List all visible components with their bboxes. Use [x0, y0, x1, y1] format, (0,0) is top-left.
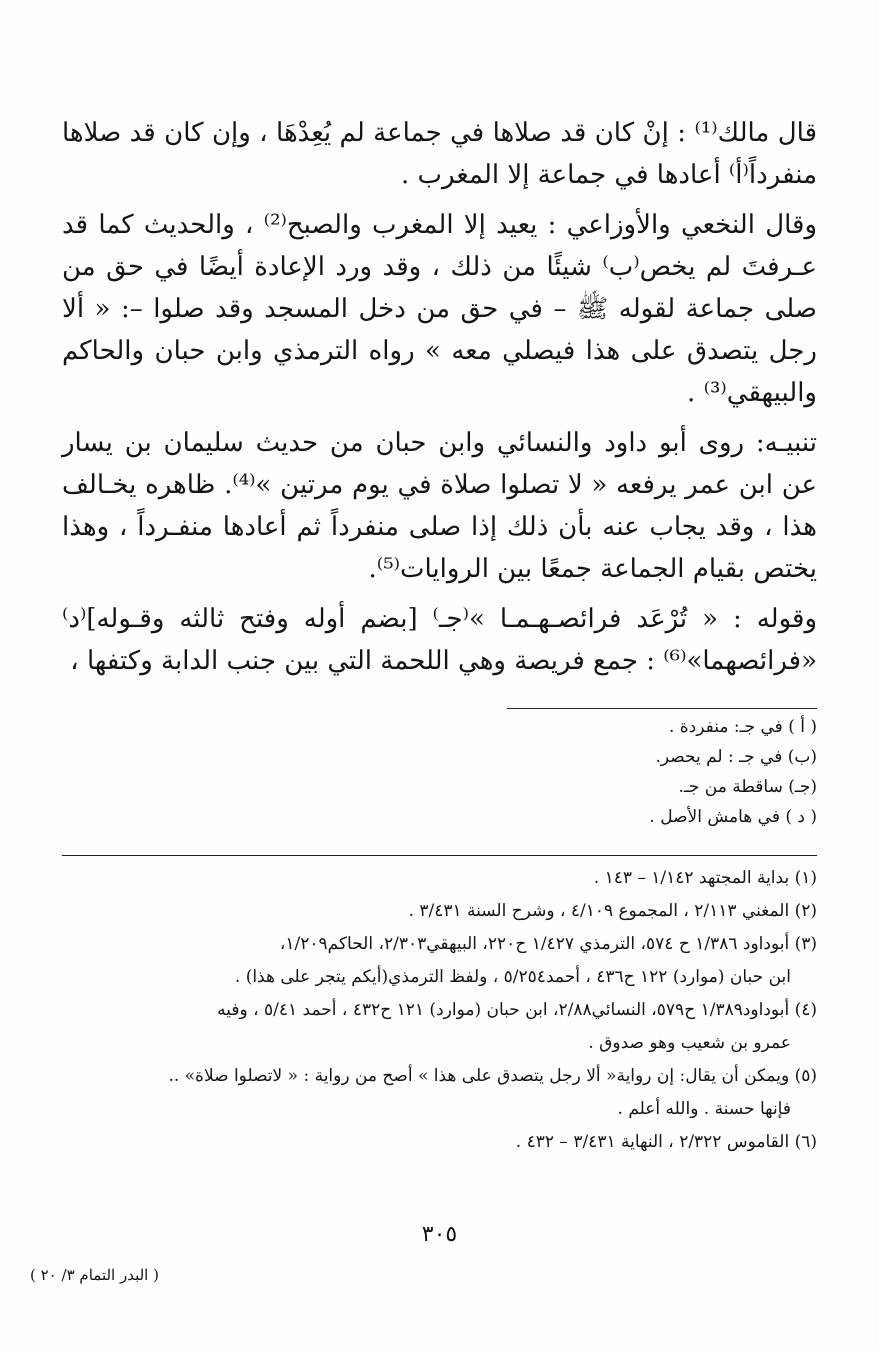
- paragraph-1: قال مالك⁽¹⁾ : إنْ كان قد صلاها في جماعة لم يُعِدْهَا ، وإن كان قد صلاها منفرداً⁽أ⁾ أعادها في جماعة إلا المغرب .: [62, 118, 817, 190]
- footnote-5: (٥) ويمكن أن يقال: إن رواية« ألا رجل يتصدق على هذا » أصح من رواية : « لاتصلوا صلاة» ..: [168, 1066, 817, 1086]
- bottom-note: ( البدر التمام ٣/ ٢٠ ): [30, 1266, 159, 1284]
- footnote-4: (٤) أبوداود١/٣٨٩ ح٥٧٩، النسائي٢/٨٨، ابن حبان (موارد) ١٢١ ح٤٣٢ ، أحمد ٥/٤١ ، وفيه: [217, 1000, 817, 1020]
- paragraph-2: وقال النخعي والأوزاعي : يعيد إلا المغرب والصبح⁽²⁾ ، والحديث كما قد عـرفتَ لم يخص⁽ب⁾ شيئًا من ذلك ، وقد ورد الإعادة أيضًا في حق من صلى جماعة لقوله ﷺ – في حق من دخل المسجد وقد صلوا –: « ألا رجل يتصدق على هذا فيصلي معه » رواه الترمذي وابن حبان والحاكم والبيهقي⁽³⁾ .: [62, 210, 817, 408]
- footnote-3: (٣) أبوداود ١/٣٨٦ ح ٥٧٤، الترمذي ١/٤٢٧ ح٢٢٠، البيهقي٢/٣٠٣، الحاكم١/٢٠٩،: [279, 934, 817, 954]
- paragraph-3: تنبيـه: روى أبو داود والنسائي وابن حبان من حديث سليمان بن يسار عن ابن عمر يرفعه « لا تصلوا صلاة في يوم مرتين »⁽⁴⁾. ظاهره يخـالف هذا ، وقد يجاب عنه بأن ذلك إذا صلى منفرداً ثم أعادها منفـرداً ، وهذا يختص بقيام الجماعة جمعًا بين الروايات⁽⁵⁾.: [62, 428, 818, 584]
- footnote-divider-short: [507, 708, 817, 709]
- footnote-5-cont: فإنها حسنة . والله أعلم .: [617, 1099, 791, 1119]
- main-text: [62, 112, 817, 690]
- letter-footnote: (جـ) ساقطة من جـ.: [678, 777, 817, 797]
- footnote-2: (٢) المغني ٢/١١٣ ، المجموع ٤/١٠٩ ، وشرح السنة ٣/٤٣١ .: [408, 901, 817, 921]
- page-number: ٣٠٥: [421, 1222, 458, 1247]
- letter-footnote: (ب) في جـ : لم يحصر.: [655, 747, 817, 767]
- footnote-6: (٦) القاموس ٢/٣٢٢ ، النهاية ٣/٤٣١ – ٤٣٢ .: [515, 1132, 817, 1152]
- numbered-footnotes: [62, 862, 817, 1159]
- footnote-1: (١) بداية المجتهد ١/١٤٢ – ١٤٣ .: [593, 868, 817, 888]
- footnote-4-cont: عمرو بن شعيب وهو صدوق .: [588, 1033, 791, 1053]
- letter-footnote: ( د ) في هامش الأصل .: [649, 807, 817, 827]
- letter-footnotes: [477, 712, 817, 832]
- footnote-divider-long: [62, 855, 817, 856]
- paragraph-4: وقوله : « تُرْعَد فرائصـهـمـا »⁽جـ⁾ [بضم أوله وفتح ثالثه وقـوله]⁽د⁾ «فرائصهما»⁽⁶⁾ : جمع فريصة وهي اللحمة التي بين جنب الدابة وكتفها ،: [62, 604, 817, 676]
- letter-footnote: ( أ ) في جـ: منفردة .: [668, 717, 817, 737]
- footnote-3-cont: ابن حبان (موارد) ١٢٢ ح٤٣٦ ، أحمد٥/٢٥٤ ، ولفظ الترمذي(أيكم يتجر على هذا) .: [234, 967, 791, 987]
